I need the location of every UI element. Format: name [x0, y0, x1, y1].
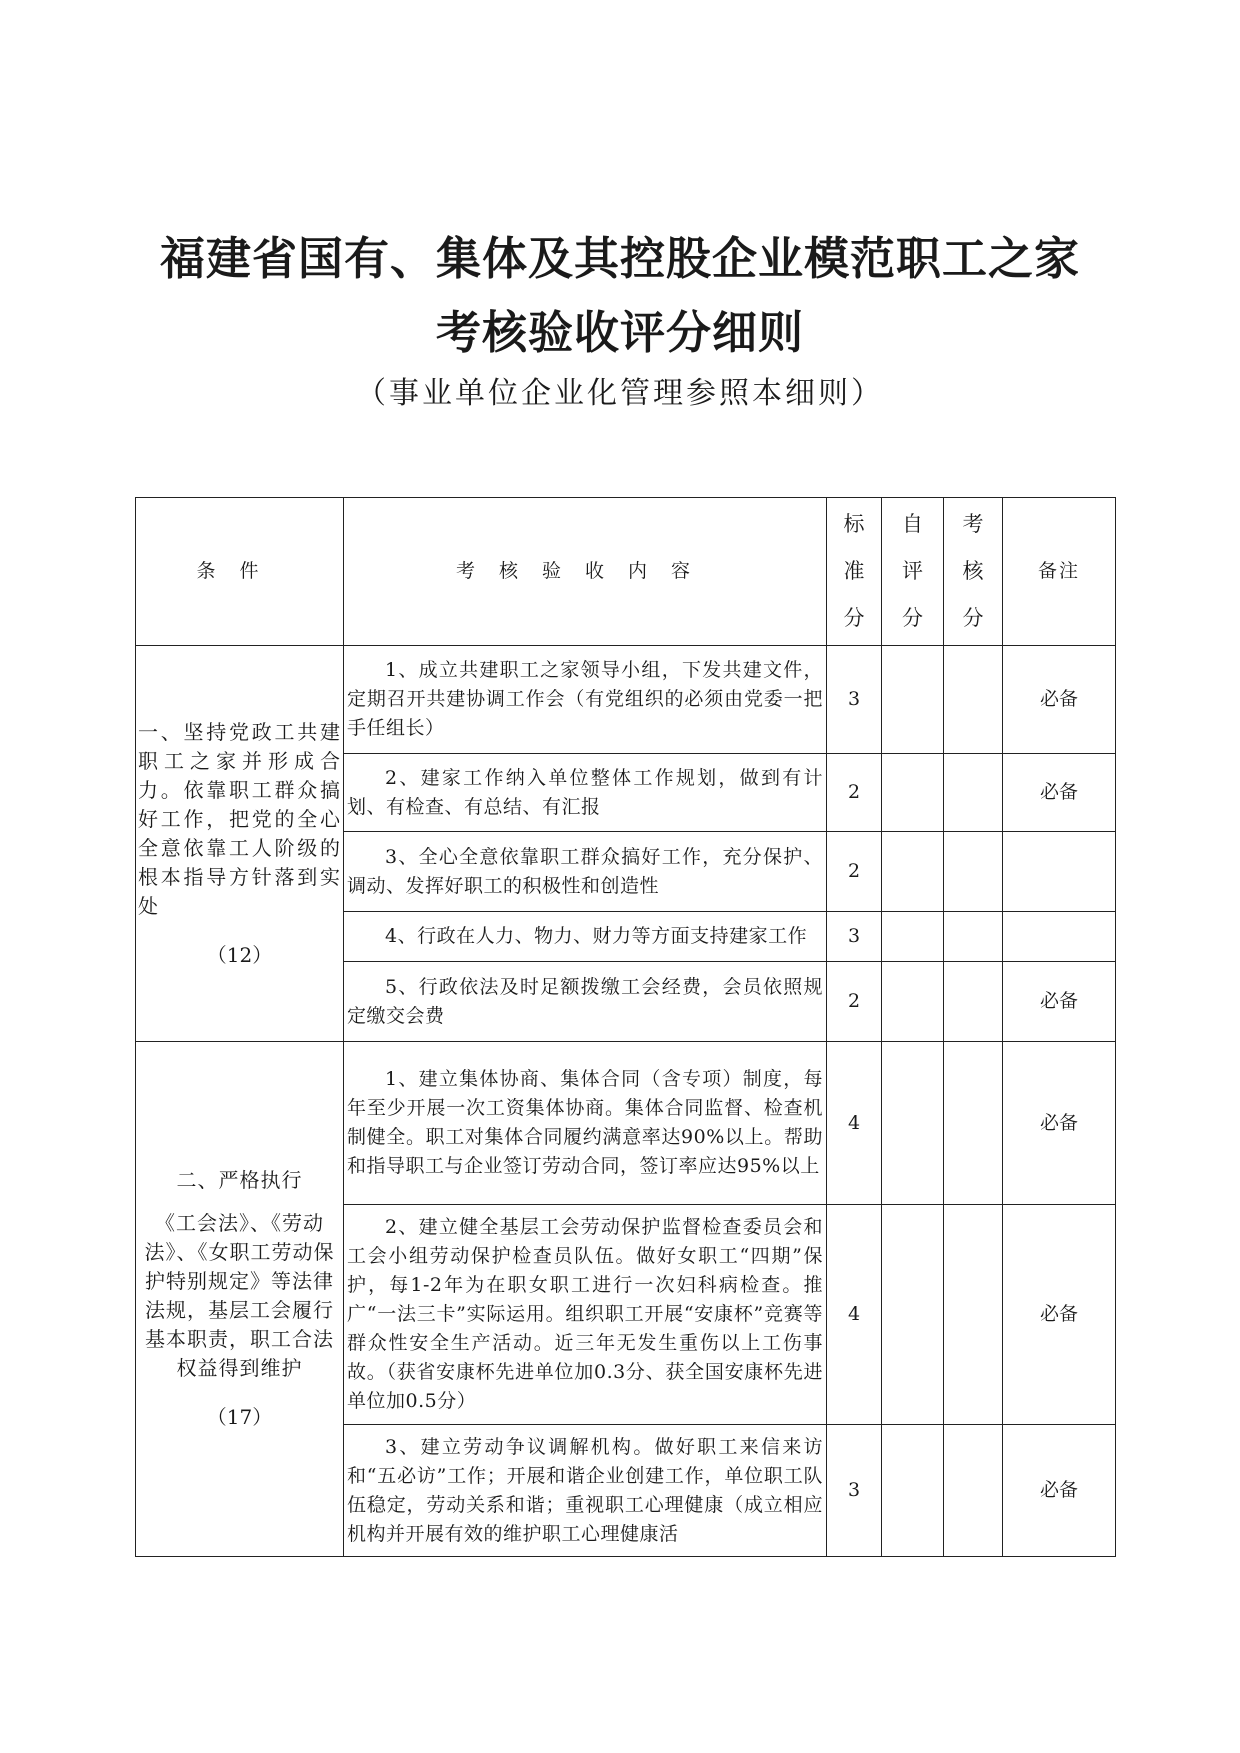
- header-standard-char: 标: [843, 512, 865, 536]
- self-score-cell[interactable]: [882, 1042, 944, 1205]
- content-cell: [344, 1425, 827, 1557]
- standard-score-cell: 2: [827, 962, 882, 1042]
- remark-cell: [1003, 912, 1116, 962]
- header-self-char: 分: [902, 606, 923, 630]
- standard-score-cell: 3: [827, 912, 882, 962]
- table-row: [136, 646, 1116, 754]
- header-assess-char: 考: [962, 512, 984, 536]
- self-score-cell[interactable]: [882, 962, 944, 1042]
- header-assess-char: 核: [962, 559, 984, 583]
- header-content: 考核验收内容: [344, 498, 827, 646]
- self-score-cell[interactable]: [882, 1425, 944, 1557]
- standard-score-cell: 2: [827, 754, 882, 832]
- content-text: 1、建立集体协商、集体合同（含专项）制度，每年至少开展一次工资集体协商。集体合同监督、检查机制健全。职工对集体合同履约满意率达90%以上。帮助和指导职工与企业签订劳动合同，签订率应达95%以上: [347, 1068, 823, 1177]
- assess-score-cell[interactable]: [944, 1425, 1003, 1557]
- remark-cell: 必备: [1003, 754, 1116, 832]
- remark-cell: 必备: [1003, 962, 1116, 1042]
- header-assess-char: 分: [962, 606, 984, 630]
- assess-score-cell[interactable]: [944, 832, 1003, 912]
- content-cell: [344, 646, 827, 754]
- content-text: 3、全心全意依靠职工群众搞好工作，充分保护、调动、发挥好职工的积极性和创造性: [347, 845, 823, 897]
- assess-score-cell[interactable]: [944, 962, 1003, 1042]
- header-assess-score: [944, 498, 1003, 646]
- content-cell: [344, 912, 827, 962]
- document-title-line2: 考核验收评分细则: [435, 306, 804, 359]
- section-1-condition-text: 一、坚持党政工共建职工之家并形成合力。依靠职工群众搞好工作，把党的全心全意依靠工人阶级的根本指导方针落到实处: [138, 719, 341, 918]
- header-remark: 备注: [1003, 498, 1116, 646]
- content-cell: [344, 754, 827, 832]
- remark-cell: [1003, 832, 1116, 912]
- table-row: [136, 1042, 1116, 1205]
- content-text: 4、行政在人力、物力、财力等方面支持建家工作: [385, 925, 808, 947]
- remark-cell: 必备: [1003, 1205, 1116, 1425]
- section-2-condition: [136, 1042, 344, 1557]
- assess-score-cell[interactable]: [944, 754, 1003, 832]
- content-text: 1、成立共建职工之家领导小组，下发共建文件，定期召开共建协调工作会（有党组织的必须由党委一把手任组长）: [347, 659, 823, 739]
- section-2-condition-line1: 二、严格执行: [176, 1168, 303, 1192]
- standard-score-cell: 3: [827, 1425, 882, 1557]
- header-condition: 条件: [136, 498, 344, 646]
- content-cell: [344, 1042, 827, 1205]
- header-self-char: 评: [902, 559, 923, 583]
- content-text: 5、行政依法及时足额拨缴工会经费，会员依照规定缴交会费: [347, 975, 823, 1027]
- remark-cell: 必备: [1003, 1425, 1116, 1557]
- standard-score-cell: 4: [827, 1205, 882, 1425]
- scoring-table: [135, 497, 1116, 1557]
- self-score-cell[interactable]: [882, 646, 944, 754]
- document-title-line1: 福建省国有、集体及其控股企业模范职工之家: [159, 232, 1080, 285]
- section-1-score: （12）: [206, 942, 273, 967]
- content-text: 3、建立劳动争议调解机构。做好职工来信来访和“五必访”工作；开展和谐企业创建工作，单位职工队伍稳定，劳动关系和谐；重视职工心理健康（成立相应机构并开展有效的维护职工心理健康活: [347, 1435, 823, 1545]
- remark-cell: 必备: [1003, 646, 1116, 754]
- section-2-score: （17）: [206, 1405, 273, 1429]
- self-score-cell[interactable]: [882, 1205, 944, 1425]
- section-1-condition: [136, 646, 344, 1042]
- table-header-row: [136, 498, 1116, 646]
- header-self-char: 自: [902, 512, 923, 536]
- self-score-cell[interactable]: [882, 912, 944, 962]
- assess-score-cell[interactable]: [944, 912, 1003, 962]
- section-2-condition-text: 《工会法》、《劳动法》、《女职工劳动保护特别规定》等法律法规，基层工会履行基本职责，职工合法权益得到维护: [144, 1211, 335, 1380]
- header-standard-char: 准: [843, 559, 865, 583]
- standard-score-cell: 2: [827, 832, 882, 912]
- self-score-cell[interactable]: [882, 832, 944, 912]
- self-score-cell[interactable]: [882, 754, 944, 832]
- content-cell: [344, 962, 827, 1042]
- assess-score-cell[interactable]: [944, 1205, 1003, 1425]
- content-text: 2、建立健全基层工会劳动保护监督检查委员会和工会小组劳动保护检查员队伍。做好女职工“四期”保护，每1-2年为在职女职工进行一次妇科病检查。推广“一法三卡”实际运用。组织职工开展“安康杯”竞赛等群众性安全生产活动。近三年无发生重伤以上工伤事故。（获省安康杯先进单位加0.3分、获全国安康杯先进单位加0.5分）: [347, 1216, 823, 1412]
- content-cell: [344, 1205, 827, 1425]
- header-self-score: [882, 498, 944, 646]
- standard-score-cell: 4: [827, 1042, 882, 1205]
- header-standard-char: 分: [843, 606, 865, 630]
- document-subtitle: （事业单位企业化管理参照本细则）: [356, 376, 884, 411]
- remark-cell: 必备: [1003, 1042, 1116, 1205]
- assess-score-cell[interactable]: [944, 646, 1003, 754]
- standard-score-cell: 3: [827, 646, 882, 754]
- content-cell: [344, 832, 827, 912]
- header-standard-score: [827, 498, 882, 646]
- assess-score-cell[interactable]: [944, 1042, 1003, 1205]
- content-text: 2、建家工作纳入单位整体工作规划，做到有计划、有检查、有总结、有汇报: [347, 766, 823, 818]
